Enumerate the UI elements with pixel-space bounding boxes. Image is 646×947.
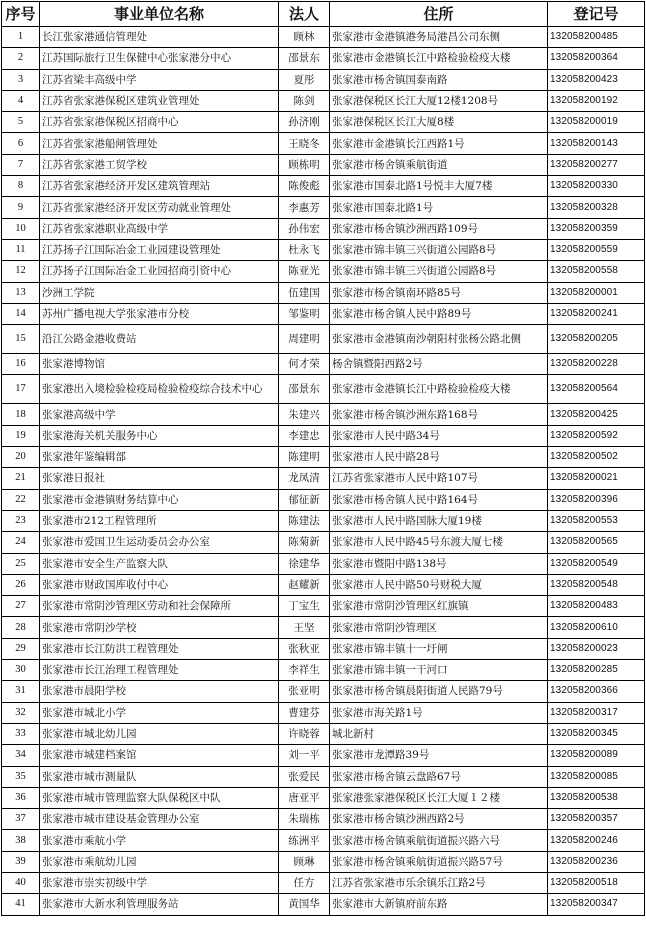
cell-unit-name: 张家港市常阴沙管理区劳动和社会保障所 [40, 596, 279, 617]
cell-unit-name: 江苏扬子江国际冶金工业园招商引资中心 [40, 261, 279, 282]
cell-registration-number: 132058200019 [548, 112, 645, 133]
cell-registration-number: 132058200085 [548, 766, 645, 787]
cell-address: 张家港市杨舍镇人民中路164号 [330, 489, 548, 510]
cell-unit-name: 江苏扬子江国际冶金工业园建设管理处 [40, 239, 279, 260]
cell-legal-person: 刘一平 [279, 745, 330, 766]
cell-no: 39 [2, 851, 40, 872]
cell-legal-person: 朱建兴 [279, 404, 330, 425]
cell-address: 张家港保税区长江大厦8楼 [330, 112, 548, 133]
table-row [2, 681, 645, 702]
cell-registration-number: 132058200021 [548, 468, 645, 489]
table-row [2, 532, 645, 553]
cell-no: 29 [2, 638, 40, 659]
cell-legal-person: 陈菊新 [279, 532, 330, 553]
cell-address: 张家港市杨舍镇乘航街道 [330, 154, 548, 175]
cell-registration-number: 132058200246 [548, 830, 645, 851]
table-row [2, 638, 645, 659]
cell-unit-name: 江苏省张家港工贸学校 [40, 154, 279, 175]
cell-unit-name: 江苏省张家港保税区招商中心 [40, 112, 279, 133]
cell-no: 19 [2, 425, 40, 446]
cell-unit-name: 张家港市财政国库收付中心 [40, 574, 279, 595]
cell-unit-name: 张家港出入境检验检疫局检验检疫综合技术中心 [40, 375, 279, 404]
cell-registration-number: 132058200549 [548, 553, 645, 574]
cell-unit-name: 江苏省梁丰高级中学 [40, 69, 279, 90]
header-reg: 登记号 [548, 2, 645, 27]
cell-legal-person: 何才荣 [279, 354, 330, 375]
cell-no: 4 [2, 90, 40, 111]
cell-unit-name: 张家港市晨阳学校 [40, 681, 279, 702]
cell-address: 张家港市人民中路45号东渡大厦七楼 [330, 532, 548, 553]
cell-unit-name: 张家港年鉴编辑部 [40, 447, 279, 468]
cell-legal-person: 张亚明 [279, 681, 330, 702]
cell-no: 8 [2, 176, 40, 197]
cell-legal-person: 李建忠 [279, 425, 330, 446]
cell-address: 张家港市人民中路28号 [330, 447, 548, 468]
cell-no: 24 [2, 532, 40, 553]
cell-registration-number: 132058200558 [548, 261, 645, 282]
cell-registration-number: 132058200485 [548, 27, 645, 48]
cell-unit-name: 长江张家港通信管理处 [40, 27, 279, 48]
cell-address: 张家港市海关路1号 [330, 702, 548, 723]
cell-legal-person: 李惠芳 [279, 197, 330, 218]
cell-address: 张家港市常阴沙管理区红旗镇 [330, 596, 548, 617]
cell-registration-number: 132058200553 [548, 510, 645, 531]
cell-legal-person: 徐建华 [279, 553, 330, 574]
cell-registration-number: 132058200564 [548, 375, 645, 404]
table-row [2, 702, 645, 723]
cell-registration-number: 132058200396 [548, 489, 645, 510]
cell-legal-person: 陈俊彪 [279, 176, 330, 197]
cell-address: 张家港市金港镇港务局港昌公司东侧 [330, 27, 548, 48]
cell-legal-person: 练洲平 [279, 830, 330, 851]
cell-unit-name: 沙洲工学院 [40, 282, 279, 303]
table-row [2, 596, 645, 617]
cell-legal-person: 任方 [279, 872, 330, 893]
table-row [2, 660, 645, 681]
cell-address: 张家港市杨舍镇人民中路89号 [330, 303, 548, 324]
cell-legal-person: 陈亚光 [279, 261, 330, 282]
cell-unit-name: 张家港市城北幼儿园 [40, 723, 279, 744]
table-row [2, 303, 645, 324]
table-row [2, 282, 645, 303]
table-row [2, 90, 645, 111]
table-row [2, 468, 645, 489]
cell-address: 张家港市常阴沙管理区 [330, 617, 548, 638]
cell-legal-person: 龙凤清 [279, 468, 330, 489]
cell-unit-name: 张家港市金港镇财务结算中心 [40, 489, 279, 510]
cell-no: 20 [2, 447, 40, 468]
cell-registration-number: 132058200423 [548, 69, 645, 90]
cell-no: 6 [2, 133, 40, 154]
cell-unit-name: 沿江公路金港收费站 [40, 325, 279, 354]
cell-registration-number: 132058200277 [548, 154, 645, 175]
cell-registration-number: 132058200592 [548, 425, 645, 446]
cell-unit-name: 张家港市城市建设基金管理办公室 [40, 809, 279, 830]
cell-address: 张家港市大新镇府前东路 [330, 894, 548, 915]
cell-registration-number: 132058200089 [548, 745, 645, 766]
cell-address: 张家港市人民中路国脉大厦19楼 [330, 510, 548, 531]
cell-no: 31 [2, 681, 40, 702]
registry-sheet [1, 1, 644, 916]
table-row [2, 197, 645, 218]
cell-registration-number: 132058200359 [548, 218, 645, 239]
cell-no: 22 [2, 489, 40, 510]
cell-no: 11 [2, 239, 40, 260]
cell-registration-number: 132058200328 [548, 197, 645, 218]
cell-legal-person: 赵耀新 [279, 574, 330, 595]
cell-no: 37 [2, 809, 40, 830]
cell-unit-name: 江苏省张家港经济开发区劳动就业管理处 [40, 197, 279, 218]
cell-no: 34 [2, 745, 40, 766]
cell-registration-number: 132058200364 [548, 48, 645, 69]
table-row [2, 375, 645, 404]
cell-unit-name: 苏州广播电视大学张家港市分校 [40, 303, 279, 324]
cell-legal-person: 张秋亚 [279, 638, 330, 659]
table-row [2, 723, 645, 744]
cell-registration-number: 132058200143 [548, 133, 645, 154]
table-row [2, 325, 645, 354]
header-person: 法人 [279, 2, 330, 27]
cell-unit-name: 张家港市长江治理工程管理处 [40, 660, 279, 681]
cell-no: 18 [2, 404, 40, 425]
header-name: 事业单位名称 [40, 2, 279, 27]
cell-no: 30 [2, 660, 40, 681]
cell-address: 张家港市杨舍镇乘航街道振兴路六号 [330, 830, 548, 851]
cell-no: 15 [2, 325, 40, 354]
cell-legal-person: 黄国华 [279, 894, 330, 915]
table-row [2, 447, 645, 468]
cell-address: 张家港市人民中路50号财税大厦 [330, 574, 548, 595]
cell-no: 5 [2, 112, 40, 133]
cell-registration-number: 132058200502 [548, 447, 645, 468]
table-row [2, 133, 645, 154]
table-row [2, 239, 645, 260]
cell-no: 35 [2, 766, 40, 787]
cell-unit-name: 张家港市乘航幼儿园 [40, 851, 279, 872]
cell-legal-person: 孙伟宏 [279, 218, 330, 239]
table-row [2, 510, 645, 531]
cell-registration-number: 132058200228 [548, 354, 645, 375]
cell-registration-number: 132058200565 [548, 532, 645, 553]
cell-legal-person: 陈剑 [279, 90, 330, 111]
cell-legal-person: 邵景东 [279, 375, 330, 404]
cell-address: 张家港市锦丰镇三兴街道公园路8号 [330, 261, 548, 282]
cell-registration-number: 132058200366 [548, 681, 645, 702]
table-body [2, 27, 645, 916]
cell-legal-person: 丁宝生 [279, 596, 330, 617]
cell-no: 38 [2, 830, 40, 851]
header-row [2, 2, 645, 27]
cell-unit-name: 张家港高级中学 [40, 404, 279, 425]
cell-legal-person: 伍建国 [279, 282, 330, 303]
cell-registration-number: 132058200610 [548, 617, 645, 638]
cell-registration-number: 132058200023 [548, 638, 645, 659]
cell-address: 张家港市龙潭路39号 [330, 745, 548, 766]
cell-no: 2 [2, 48, 40, 69]
table-row [2, 154, 645, 175]
cell-legal-person: 周建明 [279, 325, 330, 354]
cell-registration-number: 132058200347 [548, 894, 645, 915]
cell-registration-number: 132058200425 [548, 404, 645, 425]
cell-legal-person: 顾琳 [279, 851, 330, 872]
table-row [2, 617, 645, 638]
cell-address: 张家港市国泰北路1号悦丰大厦7楼 [330, 176, 548, 197]
cell-unit-name: 张家港市常阴沙学校 [40, 617, 279, 638]
table-row [2, 176, 645, 197]
cell-no: 10 [2, 218, 40, 239]
cell-unit-name: 江苏省张家港职业高级中学 [40, 218, 279, 239]
cell-no: 12 [2, 261, 40, 282]
cell-address: 张家港市杨舍镇沙洲东路168号 [330, 404, 548, 425]
table-row [2, 745, 645, 766]
cell-no: 21 [2, 468, 40, 489]
cell-address: 张家港市锦丰镇一干河口 [330, 660, 548, 681]
table-row [2, 27, 645, 48]
cell-registration-number: 132058200192 [548, 90, 645, 111]
cell-no: 16 [2, 354, 40, 375]
cell-legal-person: 邹鉴明 [279, 303, 330, 324]
table-row [2, 489, 645, 510]
cell-address: 张家港市金港镇南沙朝阳村张杨公路北侧 [330, 325, 548, 354]
cell-registration-number: 132058200285 [548, 660, 645, 681]
cell-address: 张家港市杨舍镇乘航街道振兴路57号 [330, 851, 548, 872]
cell-no: 3 [2, 69, 40, 90]
cell-legal-person: 王坚 [279, 617, 330, 638]
cell-legal-person: 唐亚平 [279, 787, 330, 808]
table-row [2, 69, 645, 90]
cell-address: 张家港市金港镇长江西路1号 [330, 133, 548, 154]
cell-legal-person: 夏彤 [279, 69, 330, 90]
registry-table [1, 1, 645, 916]
cell-unit-name: 张家港市城市管理监察大队保税区中队 [40, 787, 279, 808]
cell-registration-number: 132058200357 [548, 809, 645, 830]
cell-no: 25 [2, 553, 40, 574]
cell-address: 张家港市暨阳中路138号 [330, 553, 548, 574]
cell-address: 张家港市杨舍镇南环路85号 [330, 282, 548, 303]
cell-no: 40 [2, 872, 40, 893]
cell-address: 杨舍镇暨阳西路2号 [330, 354, 548, 375]
cell-registration-number: 132058200241 [548, 303, 645, 324]
cell-legal-person: 朱瑞栋 [279, 809, 330, 830]
cell-no: 7 [2, 154, 40, 175]
table-row [2, 830, 645, 851]
table-row [2, 787, 645, 808]
cell-no: 32 [2, 702, 40, 723]
cell-legal-person: 孙济刚 [279, 112, 330, 133]
cell-registration-number: 132058200345 [548, 723, 645, 744]
table-row [2, 48, 645, 69]
cell-unit-name: 张家港市212工程管理所 [40, 510, 279, 531]
cell-unit-name: 张家港市大新水利管理服务站 [40, 894, 279, 915]
cell-no: 41 [2, 894, 40, 915]
header-address: 住所 [330, 2, 548, 27]
cell-address: 江苏省张家港市乐余镇乐江路2号 [330, 872, 548, 893]
cell-legal-person: 陈建明 [279, 447, 330, 468]
cell-registration-number: 132058200483 [548, 596, 645, 617]
cell-no: 27 [2, 596, 40, 617]
cell-address: 江苏省张家港市人民中路107号 [330, 468, 548, 489]
cell-registration-number: 132058200317 [548, 702, 645, 723]
cell-no: 26 [2, 574, 40, 595]
cell-unit-name: 张家港日报社 [40, 468, 279, 489]
cell-address: 张家港市金港镇长江中路检验检疫大楼 [330, 48, 548, 69]
cell-unit-name: 江苏国际旅行卫生保健中心张家港分中心 [40, 48, 279, 69]
cell-address: 张家港保税区长江大厦12楼1208号 [330, 90, 548, 111]
cell-no: 36 [2, 787, 40, 808]
cell-no: 28 [2, 617, 40, 638]
table-row [2, 354, 645, 375]
cell-address: 张家港市杨舍镇沙洲西路109号 [330, 218, 548, 239]
cell-unit-name: 张家港市爱国卫生运动委员会办公室 [40, 532, 279, 553]
cell-address: 张家港市锦丰镇十一圩闸 [330, 638, 548, 659]
table-row [2, 851, 645, 872]
table-row [2, 872, 645, 893]
cell-legal-person: 杜永飞 [279, 239, 330, 260]
cell-unit-name: 江苏省张家港船闸管理处 [40, 133, 279, 154]
cell-address: 城北新村 [330, 723, 548, 744]
cell-legal-person: 张爱民 [279, 766, 330, 787]
table-row [2, 112, 645, 133]
cell-unit-name: 江苏省张家港经济开发区建筑管理站 [40, 176, 279, 197]
table-row [2, 574, 645, 595]
cell-legal-person: 陈建法 [279, 510, 330, 531]
cell-unit-name: 张家港博物馆 [40, 354, 279, 375]
cell-legal-person: 李祥生 [279, 660, 330, 681]
cell-legal-person: 曹建芬 [279, 702, 330, 723]
cell-registration-number: 132058200548 [548, 574, 645, 595]
cell-address: 张家港市杨舍镇云盘路67号 [330, 766, 548, 787]
cell-unit-name: 张家港市城北小学 [40, 702, 279, 723]
cell-legal-person: 顾栋明 [279, 154, 330, 175]
cell-no: 9 [2, 197, 40, 218]
cell-registration-number: 132058200236 [548, 851, 645, 872]
cell-unit-name: 张家港市城建档案馆 [40, 745, 279, 766]
cell-address: 张家港市杨舍镇国泰南路 [330, 69, 548, 90]
table-row [2, 218, 645, 239]
cell-legal-person: 郁征新 [279, 489, 330, 510]
table-row [2, 425, 645, 446]
cell-unit-name: 张家港市安全生产监察大队 [40, 553, 279, 574]
cell-address: 张家港市国泰北路1号 [330, 197, 548, 218]
cell-registration-number: 132058200538 [548, 787, 645, 808]
cell-address: 张家港市杨舍镇沙洲西路2号 [330, 809, 548, 830]
cell-unit-name: 张家港市乘航小学 [40, 830, 279, 851]
table-row [2, 766, 645, 787]
cell-no: 17 [2, 375, 40, 404]
cell-no: 33 [2, 723, 40, 744]
cell-address: 张家港市人民中路34号 [330, 425, 548, 446]
header-no: 序号 [2, 2, 40, 27]
cell-registration-number: 132058200205 [548, 325, 645, 354]
cell-no: 1 [2, 27, 40, 48]
table-row [2, 261, 645, 282]
cell-address: 张家港市锦丰镇三兴街道公园路8号 [330, 239, 548, 260]
cell-legal-person: 许晓蓉 [279, 723, 330, 744]
table-row [2, 809, 645, 830]
cell-unit-name: 张家港市崇实初级中学 [40, 872, 279, 893]
table-row [2, 553, 645, 574]
table-row [2, 894, 645, 915]
cell-unit-name: 张家港市长江防洪工程管理处 [40, 638, 279, 659]
table-row [2, 404, 645, 425]
cell-legal-person: 王晓冬 [279, 133, 330, 154]
cell-no: 14 [2, 303, 40, 324]
cell-no: 13 [2, 282, 40, 303]
cell-address: 张家港市杨舍镇晨阳街道人民路79号 [330, 681, 548, 702]
cell-legal-person: 顾林 [279, 27, 330, 48]
cell-unit-name: 张家港市城市测量队 [40, 766, 279, 787]
cell-registration-number: 132058200559 [548, 239, 645, 260]
cell-legal-person: 邵景东 [279, 48, 330, 69]
cell-no: 23 [2, 510, 40, 531]
cell-registration-number: 132058200001 [548, 282, 645, 303]
cell-address: 张家港市金港镇长江中路检验检疫大楼 [330, 375, 548, 404]
cell-address: 张家港张家港保税区长江大厦１２楼 [330, 787, 548, 808]
cell-unit-name: 江苏省张家港保税区建筑业管理处 [40, 90, 279, 111]
cell-unit-name: 张家港海关机关服务中心 [40, 425, 279, 446]
cell-registration-number: 132058200330 [548, 176, 645, 197]
cell-registration-number: 132058200518 [548, 872, 645, 893]
